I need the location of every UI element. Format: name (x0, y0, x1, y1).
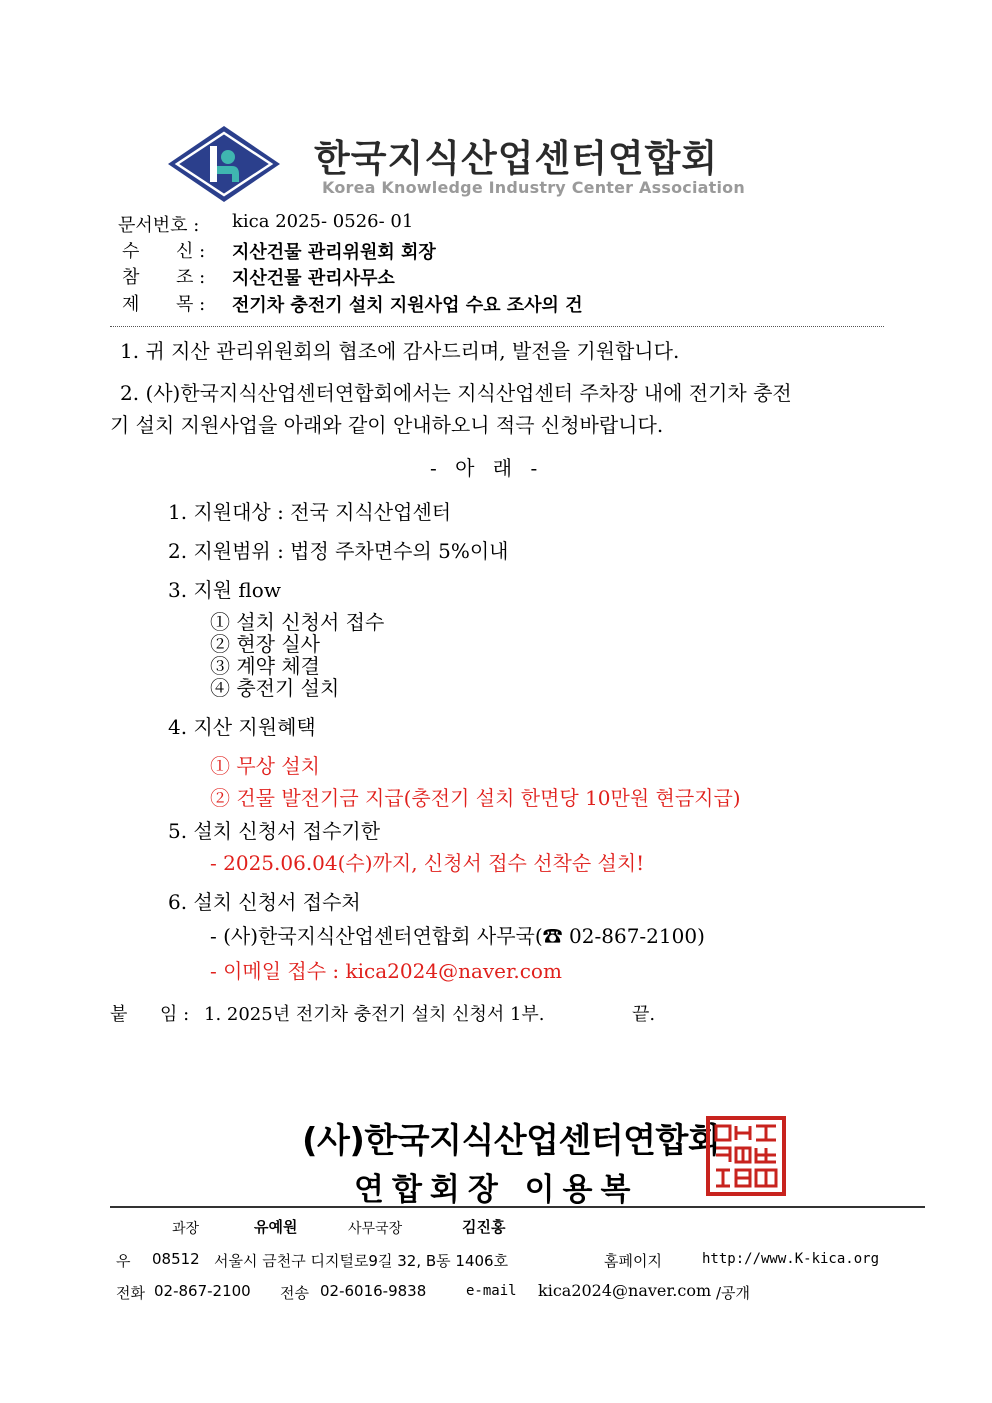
benefit-2: ② 건물 발전기금 지급(충전기 설치 한면당 10만원 현금지급) (210, 786, 741, 810)
ref-label-2: 조 : (176, 267, 206, 288)
ref-label-1: 참 (122, 267, 140, 288)
official-seal-icon (706, 1116, 786, 1196)
below-heading: - 아 래 - (430, 456, 544, 480)
email-address[interactable]: kica2024@naver.com (538, 1281, 712, 1300)
phone-label: 전화 (116, 1284, 145, 1302)
subject-label-1: 제 (122, 294, 140, 315)
paragraph-1: 1. 귀 지산 관리위원회의 협조에 감사드리며, 발전을 기원합니다. (120, 339, 680, 363)
item-3-flow: 3. 지원 flow (168, 578, 281, 602)
contact-email: - 이메일 접수 : kica2024@naver.com (210, 959, 562, 983)
deadline-text: - 2025.06.04(수)까지, 신청서 접수 선착순 설치! (210, 851, 645, 875)
item-1-target: 1. 지원대상 : 전국 지식산업센터 (168, 500, 452, 524)
association-logo-icon (166, 124, 282, 204)
to-label-2: 신 : (176, 241, 206, 262)
director-name: 김진홍 (462, 1218, 506, 1236)
phone-number: 02-867-2100 (154, 1282, 251, 1300)
president-name: 연합회장 이용복 (354, 1172, 639, 1208)
item-4-benefits: 4. 지산 지원혜택 (168, 715, 316, 739)
end-mark: 끝. (632, 1004, 656, 1025)
header-divider (110, 326, 884, 327)
item-5-deadline: 5. 설치 신청서 접수기한 (168, 819, 381, 843)
sender-name: (사)한국지식산업센터연합회 (302, 1121, 721, 1161)
homepage-label: 홈페이지 (604, 1252, 662, 1270)
fax-number: 02-6016-9838 (320, 1282, 427, 1300)
fax-label: 전송 (280, 1284, 309, 1302)
subject-value: 전기차 충전기 설치 지원사업 수요 조사의 건 (232, 295, 583, 316)
doc-no-value: kica 2025- 0526- 01 (232, 211, 414, 232)
contact-office: - (사)한국지식산업센터연합회 사무국(☎ 02-867-2100) (210, 924, 705, 948)
doc-no-label: 문서번호 : (118, 215, 200, 236)
to-value: 지산건물 관리위원회 회장 (232, 242, 436, 263)
email-label: e-mail (466, 1283, 517, 1299)
flow-step-2: ② 현장 실사 (210, 632, 320, 656)
org-name-english: Korea Knowledge Industry Center Association (322, 178, 745, 197)
manager-name: 유예원 (254, 1218, 298, 1236)
attachment-label-1: 붙 (110, 1004, 128, 1025)
org-name-title: 한국지식산업센터연합회 (314, 137, 719, 180)
to-label-1: 수 (122, 241, 140, 262)
postal-code: 08512 (152, 1250, 200, 1268)
subject-label-2: 목 : (176, 294, 206, 315)
director-label: 사무국장 (348, 1221, 403, 1237)
address: 서울시 금천구 디지털로9길 32, B동 1406호 (214, 1252, 509, 1270)
benefit-1: ① 무상 설치 (210, 754, 320, 778)
attachment-label-2: 임 : (160, 1004, 190, 1025)
attachment-text: 1. 2025년 전기차 충전기 설치 신청서 1부. (204, 1004, 545, 1025)
item-6-receiver: 6. 설치 신청서 접수처 (168, 890, 361, 914)
flow-step-1: ① 설치 신청서 접수 (210, 610, 385, 634)
paragraph-2-line-2: 기 설치 지원사업을 아래와 같이 안내하오니 적극 신청바랍니다. (110, 413, 664, 437)
homepage-link[interactable]: http://www.K-kica.org (702, 1251, 880, 1267)
manager-label: 과장 (172, 1221, 200, 1237)
disclosure-status: /공개 (716, 1284, 751, 1302)
item-2-scope: 2. 지원범위 : 법정 주차면수의 5%이내 (168, 539, 509, 563)
postal-label: 우 (116, 1252, 131, 1270)
paragraph-2-line-1: 2. (사)한국지식산업센터연합회에서는 지식산업센터 주차장 내에 전기차 충전 (120, 381, 792, 405)
flow-step-3: ③ 계약 체결 (210, 654, 320, 678)
flow-step-4: ④ 충전기 설치 (210, 676, 340, 700)
footer-divider (110, 1206, 925, 1208)
ref-value: 지산건물 관리사무소 (232, 268, 395, 289)
